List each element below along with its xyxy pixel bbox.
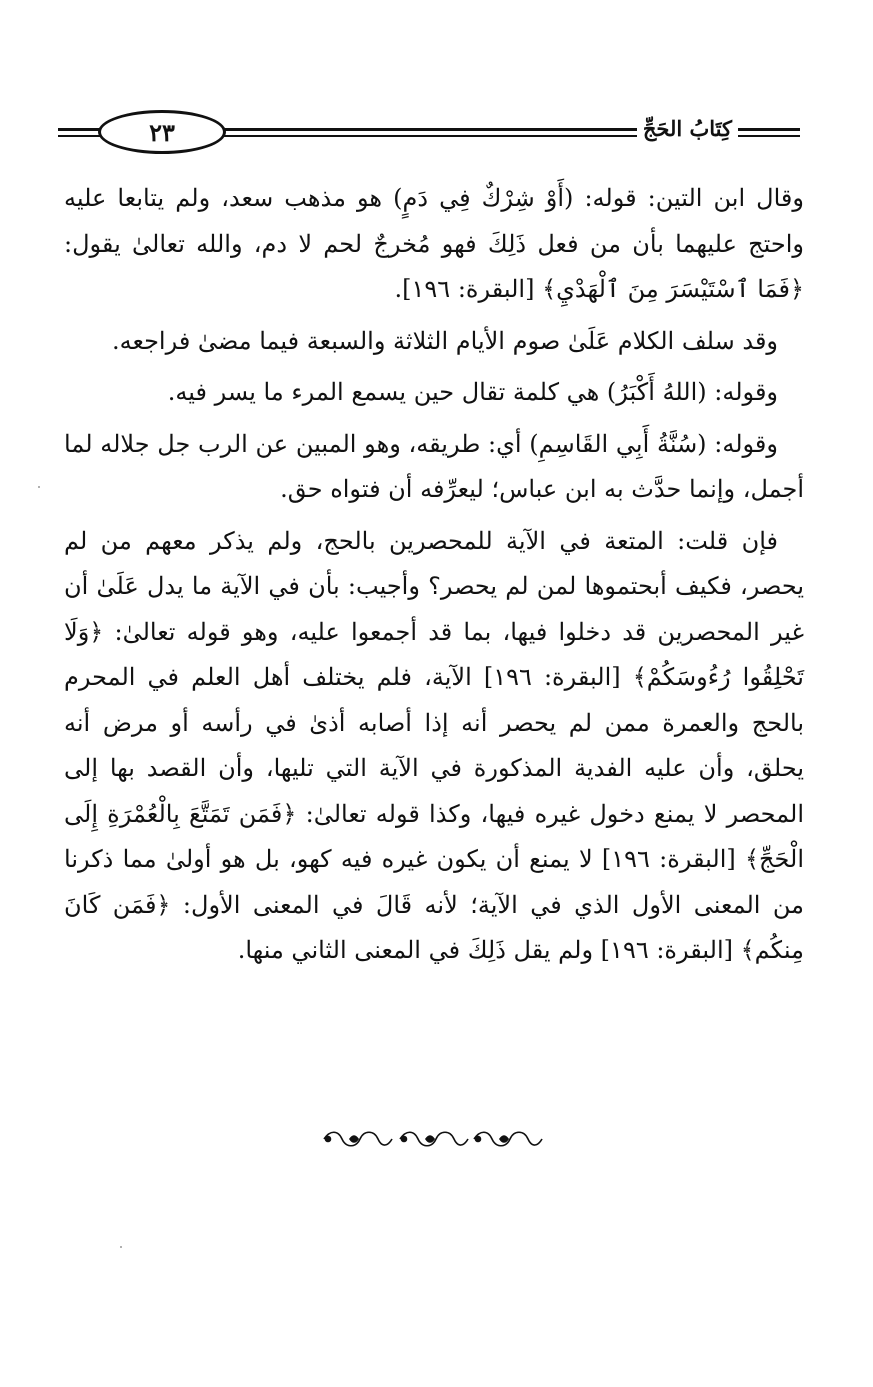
paragraph-3: وقوله: (اللهُ أَكْبَرُ) هي كلمة تقال حين يسمع المرء ما يسر فيه.	[167, 378, 778, 406]
header-rule-right-short	[750, 128, 800, 131]
book-title: كِتَابُ الحَجِّ	[637, 116, 738, 141]
ornament-unit-1	[324, 1132, 392, 1146]
ornament-unit-2	[400, 1132, 468, 1146]
page-header	[58, 108, 800, 158]
floral-divider-icon	[320, 1126, 544, 1152]
page-body	[64, 176, 804, 980]
scan-speck	[120, 1246, 122, 1248]
page-number-text: ٢٣	[149, 117, 175, 147]
paragraph-5: فإن قلت: المتعة في الآية للمحصرين بالحج، ولم يذكر معهم من لم يحصر، فكيف أبحتموها لمن لم يحصر؟ وأجيب: بأن في الآية ما يدل عَلَىٰ أن غير المحصرين قد دخلوا فيها، بما قد أجمعوا عليه، وهو قوله تعالىٰ: ﴿وَلَا تَحْلِقُوا رُءُوسَكُمْ﴾ [البقرة: ١٩٦] الآية، فلم يختلف أهل العلم في المحرم بالحج والعمرة ممن لم يحصر أنه إذا أصابه أذىٰ في رأسه أو مرض أنه يحلق، وأن عليه الفدية المذكورة في الآية التي تليها، وأن القصد بها إلى المحصر لا يمنع دخول غيره فيها، وكذا قوله تعالىٰ: ﴿فَمَن تَمَتَّعَ بِالْعُمْرَةِ إِلَى الْحَجِّ﴾ [البقرة: ١٩٦] لا يمنع أن يكون غيره فيه كهو، بل هو أولىٰ مما ذكرنا من المعنى الأول الذي في الآية؛ لأنه قَالَ في المعنى الأول: ﴿فَمَن كَانَ مِنكُم﴾ [البقرة: ١٩٦] ولم يقل ذَلِكَ في المعنى الثاني منها.	[64, 526, 805, 964]
paragraph-1: وقال ابن التين: قوله: (أَوْ شِرْكٌ فِي دَمٍ) هو مذهب سعد، ولم يتابعا عليه واحتج عليهما بأن من فعل ذَلِكَ فهو مُخرجٌ لحم لا دم، والله تعالىٰ يقول: ﴿فَمَا ٱسْتَيْسَرَ مِنَ ٱلْهَدْيِ﴾ [البقرة: ١٩٦].	[64, 184, 804, 303]
paragraph-4: وقوله: (سُنَّةُ أَبِي القَاسِمِ) أي: طريقه، وهو المبين عن الرب جل جلاله لما أجمل، وإنما حدَّث به ابن عباس؛ ليعرِّفه أن فتواه حق.	[64, 429, 804, 503]
ornament-unit-3	[474, 1132, 542, 1146]
page-number	[98, 110, 226, 154]
paragraph-2: وقد سلف الكلام عَلَىٰ صوم الأيام الثلاثة والسبعة فيما مضىٰ فراجعه.	[112, 326, 778, 355]
scan-speck	[38, 486, 40, 488]
